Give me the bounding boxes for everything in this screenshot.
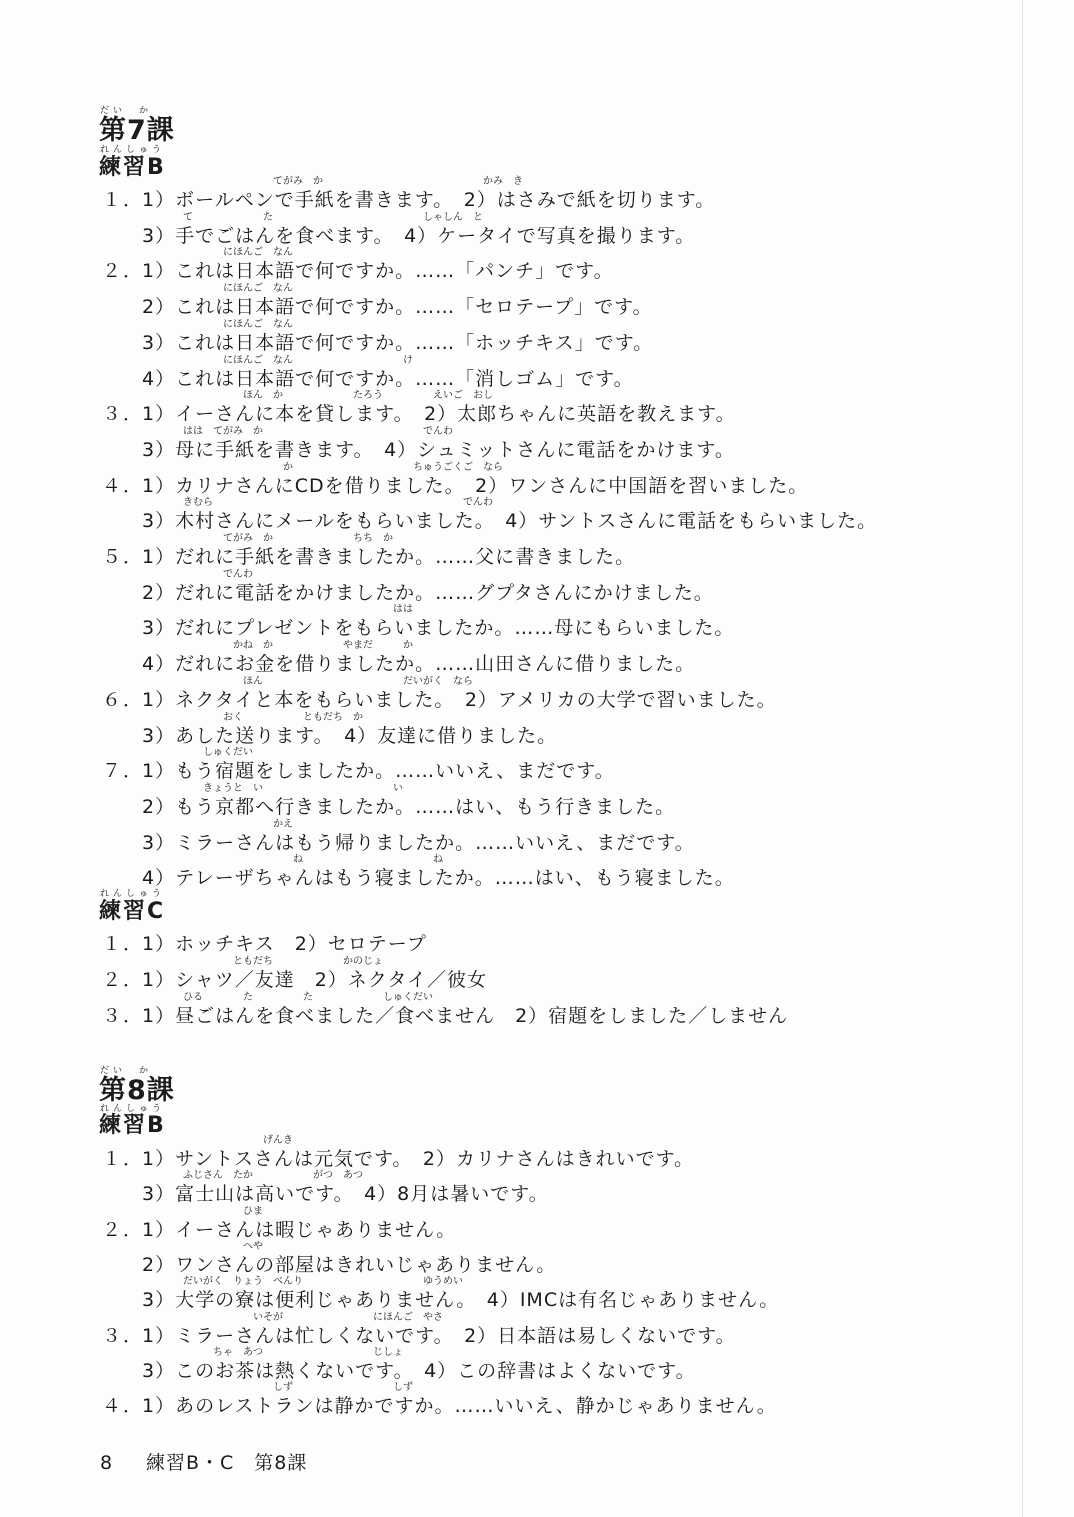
exercise-number: ７． — [102, 760, 145, 783]
exercise-number: ３． — [102, 403, 145, 426]
exercise-text: 3）これは日本語で何ですか。……「ホッチキス」です。 — [142, 331, 654, 354]
exercise-row — [0, 992, 1074, 1028]
furigana-line: ほん だいがく なら — [183, 675, 473, 687]
exercise-number: ５． — [102, 546, 145, 568]
lesson-8-title: 第8課 — [99, 1075, 175, 1106]
exercise-row — [0, 854, 1074, 890]
exercise-row — [0, 1312, 1074, 1348]
furigana-line: はは てがみ か でんわ — [183, 425, 453, 437]
exercise-text: 1）ネクタイと本をもらいました。 2）アメリカの大学で習いました。 — [142, 688, 777, 711]
exercise-text: 1）昼ごはんを食べました／食べません 2）宿題をしました／しません — [142, 1005, 789, 1027]
furigana-line: にほんご なん — [183, 247, 293, 259]
exercise-row — [0, 569, 1074, 605]
exercise-text: 3）大学の寮は便利じゃありません。 4）IMCは有名じゃありません。 — [142, 1289, 780, 1312]
furigana-line: しゅくだい — [183, 747, 253, 759]
exercise-text: 4）だれにお金を借りましたか。……山田さんに借りました。 — [142, 653, 696, 676]
lesson-7-exC-ruby: れんしゅう — [100, 889, 166, 899]
exercise-row — [0, 640, 1074, 676]
lesson-7-exB-ruby: れんしゅう — [100, 145, 166, 155]
lesson-7-exB-title: 練習B — [99, 155, 166, 180]
exercise-number: ２． — [102, 1218, 145, 1241]
exercise-row — [0, 747, 1074, 783]
exercise-row — [0, 247, 1074, 283]
exercise-row — [0, 920, 1074, 956]
exercise-row — [0, 1206, 1074, 1242]
exercise-text: 1）だれに手紙を書きましたか。……父に書きました。 — [142, 546, 636, 568]
furigana-line: きむら でんわ — [183, 497, 493, 509]
exercise-row — [0, 390, 1074, 426]
furigana-line: にほんご なん け — [183, 354, 413, 366]
exercise-row — [0, 212, 1074, 248]
exercise-text: 1）ホッチキス 2）セロテープ — [142, 933, 427, 955]
exercise-row — [0, 783, 1074, 819]
exercise-number: ２． — [102, 260, 145, 283]
exercise-text: 2）だれに電話をかけましたか。……グプタさんにかけました。 — [142, 581, 714, 604]
exercise-row — [0, 426, 1074, 462]
exercise-text: 3）富士山は高いです。 4）8月は暑いです。 — [142, 1183, 549, 1206]
exercise-row — [0, 1382, 1074, 1418]
exercise-row — [0, 1347, 1074, 1383]
exercise-row — [0, 819, 1074, 855]
exercise-number: ３． — [102, 1324, 145, 1347]
lesson-8-exB-title: 練習B — [99, 1113, 166, 1138]
furigana-line: しず しず — [183, 1382, 413, 1394]
furigana-line: ちゃ あつ じしょ — [183, 1346, 403, 1358]
exercise-number: １． — [102, 933, 145, 955]
lesson-8-title-ruby: だい か — [100, 1066, 153, 1076]
exercise-row — [0, 355, 1074, 391]
exercise-text: 1）ボールペンで手紙を書きます。 2）はさみで紙を切ります。 — [142, 189, 716, 211]
exercise-number: ４． — [102, 1395, 145, 1418]
lesson-7-title: 第7課 — [99, 115, 175, 146]
furigana-line: ともだち かのじょ — [183, 956, 383, 967]
exercise-row — [0, 319, 1074, 355]
furigana-line: いそが にほんご やさ — [183, 1311, 443, 1323]
exercise-text: 1）イーさんに本を貸します。 2）太郎ちゃんに英語を教えます。 — [142, 403, 736, 426]
furigana-line: ひる た た しゅくだい — [183, 992, 433, 1003]
furigana-line: へや — [183, 1240, 263, 1252]
furigana-line: ほん か たろう えいご おし — [183, 390, 493, 402]
exercise-row — [0, 604, 1074, 640]
exercise-text: 1）イーさんは暇じゃありません。 — [142, 1218, 457, 1241]
exercise-row — [0, 1170, 1074, 1206]
exercise-text: 1）カリナさんにCDを借りました。 2）ワンさんに中国語を習いました。 — [142, 474, 809, 497]
exercise-number: １． — [102, 189, 145, 211]
exercise-text: 2）もう京都へ行きましたか。……はい、もう行きました。 — [142, 795, 676, 818]
exercise-number: ３． — [102, 1005, 145, 1027]
exercise-text: 1）シャツ／友達 2）ネクタイ／彼女 — [142, 969, 488, 991]
furigana-line: ひま — [183, 1205, 263, 1217]
exercise-number: ６． — [102, 688, 145, 711]
furigana-line: てがみ か かみ き — [183, 176, 523, 187]
furigana-line: にほんご なん — [183, 318, 293, 330]
exercise-text: 2）これは日本語で何ですか。……「セロテープ」です。 — [142, 296, 653, 319]
furigana-line: げんき — [183, 1135, 423, 1146]
footer-page-number: 8 — [100, 1452, 113, 1474]
exercise-row — [0, 462, 1074, 498]
exercise-text: 3）母に手紙を書きます。 4）シュミットさんに電話をかけます。 — [142, 438, 735, 461]
furigana-line: ね ね — [183, 854, 443, 866]
lesson-7-title-ruby: だい か — [100, 106, 153, 116]
furigana-line: てがみ か ちち か — [183, 533, 393, 544]
exercise-row — [0, 1276, 1074, 1312]
furigana-line — [183, 920, 1023, 932]
exercise-text: 2）ワンさんの部屋はきれいじゃありません。 — [142, 1253, 557, 1276]
exercise-row — [0, 533, 1074, 569]
exercise-text: 3）だれにプレゼントをもらいましたか。……母にもらいました。 — [142, 617, 735, 640]
exercise-number: １． — [102, 1148, 145, 1170]
exercise-text: 3）このお茶は熱くないです。 4）この辞書はよくないです。 — [142, 1359, 696, 1382]
exercise-text: 4）これは日本語で何ですか。……「消しゴム」です。 — [142, 367, 634, 390]
exercise-row — [0, 497, 1074, 533]
exercise-number: ４． — [102, 474, 145, 497]
furigana-line: かえ — [183, 818, 293, 830]
furigana-line: だいがく りょう べんり ゆうめい — [183, 1276, 463, 1288]
exercise-row — [0, 676, 1074, 712]
furigana-line: おく ともだち か — [183, 711, 363, 723]
exercise-text: 4）テレーザちゃんはもう寝ましたか。……はい、もう寝ました。 — [142, 867, 735, 890]
footer-title: 練習B・C 第8課 — [146, 1452, 308, 1474]
furigana-line: きょうと い い — [183, 782, 403, 794]
exercise-row — [0, 1135, 1074, 1171]
exercise-text: 1）ミラーさんは忙しくないです。 2）日本語は易しくないです。 — [142, 1324, 736, 1347]
furigana-line: か ちゅうごくご なら — [183, 461, 503, 473]
lesson-8-exB-ruby: れんしゅう — [100, 1104, 166, 1114]
furigana-line: でんわ — [183, 568, 253, 580]
furigana-line: はは — [183, 604, 413, 616]
furigana-line: て た しゃしん と — [183, 211, 483, 223]
exercise-text: 1）あのレストランは静かですか。……いいえ、静かじゃありません。 — [142, 1395, 777, 1418]
exercise-text: 1）もう宿題をしましたか。……いいえ、まだです。 — [142, 760, 615, 783]
exercise-text: 1）サントスさんは元気です。 2）カリナさんはきれいです。 — [142, 1148, 695, 1170]
exercise-row — [0, 1241, 1074, 1277]
furigana-line: かね か やまだ か — [183, 640, 413, 652]
exercise-text: 3）手でごはんを食べます。 4）ケータイで写真を撮ります。 — [142, 224, 696, 247]
exercise-text: 3）あした送ります。 4）友達に借りました。 — [142, 724, 558, 747]
exercise-row — [0, 283, 1074, 319]
exercise-text: 1）これは日本語で何ですか。……「パンチ」です。 — [142, 260, 614, 283]
furigana-line: ふじさん たか がつ あつ — [183, 1170, 363, 1182]
exercise-row — [0, 176, 1074, 212]
exercise-row — [0, 956, 1074, 992]
exercise-row — [0, 712, 1074, 748]
exercise-number: ２． — [102, 969, 145, 991]
exercise-text: 3）ミラーさんはもう帰りましたか。……いいえ、まだです。 — [142, 831, 695, 854]
furigana-line: にほんご なん — [183, 283, 293, 295]
exercise-text: 3）木村さんにメールをもらいました。 4）サントスさんに電話をもらいました。 — [142, 510, 878, 533]
lesson-7-exC-title: 練習C — [99, 899, 166, 924]
